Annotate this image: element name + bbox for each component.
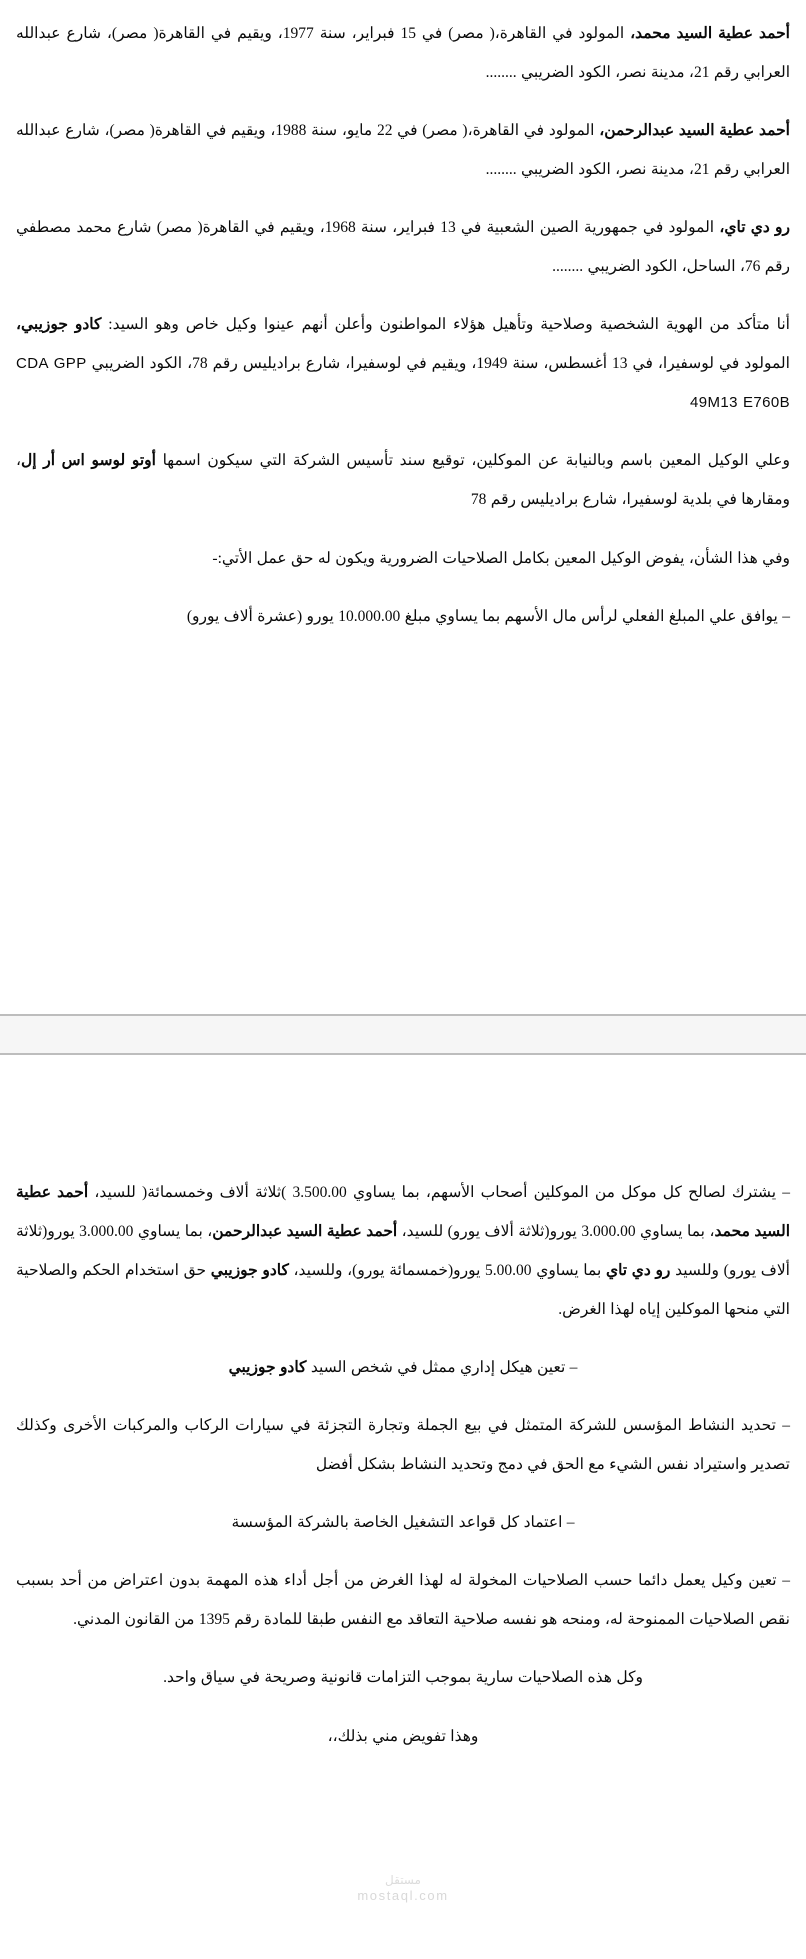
company-name-value: أوتو لوسو اس أر إل [21, 452, 156, 470]
paragraph-party-2 [16, 111, 790, 189]
document-page-2 [0, 1055, 806, 1959]
page-2-text-body [16, 1055, 790, 1756]
party-1-details: المولود في القاهرة،( مصر) في 15 فبراير، سنة 1977، ويقيم في القاهرة( مصر)، شارع عبدالله العرابي رقم 21، مدينة نصر، الكود الضريبي ........ [16, 25, 790, 82]
emphasised-run-5: رو دي تاي [605, 1262, 671, 1280]
attestation-trail-text: المولود في لوسفيرا، في 13 أغسطس، سنة 1949، ويقيم في لوسفيرا، شارع براديليس رقم 78، الكود الضريبي [86, 355, 790, 373]
watermark-domain-label: mostaql.com [357, 1888, 449, 1903]
paragraph-agent-duties: – تعين وكيل يعمل دائما حسب الصلاحيات المخولة له لهذا الغرض من أجل أداء هذه المهمة بدون اعتراض من أحد بسبب نقص الصلاحيات الممنوحة له، ومنحه هو نفسه صلاحية التعاقد مع النفس طبقا للمادة رقم 1395 من القانون المدني. [16, 1572, 790, 1629]
paragraph-share-distribution [16, 1173, 790, 1329]
paragraph-business-activity: – تحديد النشاط المؤسس للشركة المتمثل في بيع الجملة وتجارة التجزئة في سيارات الركاب والمركبات الأخرى وكذلك تصدير واستيراد نفس الشيء مع الحق في دمج وتحديد النشاط بشكل أفضل [16, 1417, 790, 1474]
party-3-details: المولود في جمهورية الصين الشعبية في 13 فبراير، سنة 1968، ويقيم في القاهرة( مصر) شارع محمد مصطفي رقم 76، الساحل، الكود الضريبي ........ [16, 219, 790, 276]
paragraph-powers-intro: وفي هذا الشأن، يفوض الوكيل المعين بكامل الصلاحيات الضرورية ويكون له حق عمل الأتي:- [212, 549, 790, 567]
paragraph-capital-amount: – يوافق علي المبلغ الفعلي لرأس مال الأسهم بما يساوي مبلغ 10.000.00 يورو (عشرة ألاف يورو) [186, 607, 790, 625]
party-1-name: أحمد عطية السيد محمد، [630, 25, 790, 42]
paragraph-validity-note: وكل هذه الصلاحيات سارية بموجب التزامات قانونية وصريحة في سياق واحد. [163, 1669, 643, 1687]
attorney-name: كادو جوزيبي، [16, 316, 102, 334]
text-run-2: ، بما يساوي 3.000.00 يورو(ثلاثة ألاف يورو) للسيد، [397, 1223, 715, 1241]
text-run-6: بما يساوي 5.00.00 يورو(خمسمائة يورو)، وللسيد، [288, 1262, 606, 1280]
text-run-8: حق استخدام الحكم والصلاحية التي منحها الموكلين إياه لهذا الغرض. [16, 1262, 790, 1319]
text-run-0: – يشترك لصالح كل موكل من الموكلين أصحاب الأسهم، بما يساوي 3.500.00 )ثلاثة ألاف وخمسمائة( للسيد، [88, 1184, 790, 1201]
text-run-0: – تعين هيكل إداري ممثل في شخص السيد [306, 1359, 578, 1377]
paragraph-closing-line: وهذا تفويض مني بذلك،، [327, 1727, 479, 1745]
paragraph-party-3 [16, 208, 790, 286]
party-2-details: المولود في القاهرة،( مصر) في 22 مايو، سنة 1988، ويقيم في القاهرة( مصر)، شارع عبدالله العرابي رقم 21، مدينة نصر، الكود الضريبي ........ [16, 122, 790, 179]
emphasised-run-1: كادو جوزيبي [228, 1359, 307, 1377]
party-3-name: رو دي تاي، [719, 219, 790, 237]
emphasised-run-3: أحمد عطية السيد عبدالرحمن [212, 1223, 398, 1241]
emphasised-run-7: كادو جوزيبي [210, 1262, 289, 1280]
emphasised-run-1: أحمد عطية السيد محمد [16, 1184, 791, 1241]
paragraph-company-name [16, 441, 790, 519]
tax-code-value: CDA GPP 49M13 E760B [16, 355, 790, 412]
company-lead-text: وعلي الوكيل المعين باسم وبالنيابة عن الموكلين، توقيع سند تأسيس الشركة التي سيكون اسمها [155, 452, 790, 470]
paragraph-operating-rules: – اعتماد كل قواعد التشغيل الخاصة بالشركة المؤسسة [231, 1514, 575, 1532]
paragraph-notary-attestation [16, 305, 790, 422]
paragraph-admin-structure [16, 1348, 790, 1387]
site-watermark [0, 1873, 806, 1903]
paragraph-party-1 [16, 14, 790, 92]
watermark-arabic-label: مستقل [385, 1873, 421, 1887]
page-separator [0, 1014, 806, 1055]
text-run-4: ، بما يساوي 3.000.00 يورو(ثلاثة ألاف يورو) وللسيد [16, 1223, 790, 1280]
attestation-lead-text: أنا متأكد من الهوية الشخصية وصلاحية وتأهيل هؤلاء المواطنون وأعلن أنهم عينوا وكيل خاص وهو السيد: [101, 316, 790, 334]
party-2-name: أحمد عطية السيد عبدالرحمن، [599, 122, 790, 140]
page-1-text-body [16, 0, 790, 636]
company-trail-text: ، ومقارها في بلدية لوسفيرا، شارع براديليس رقم 78 [16, 452, 790, 509]
